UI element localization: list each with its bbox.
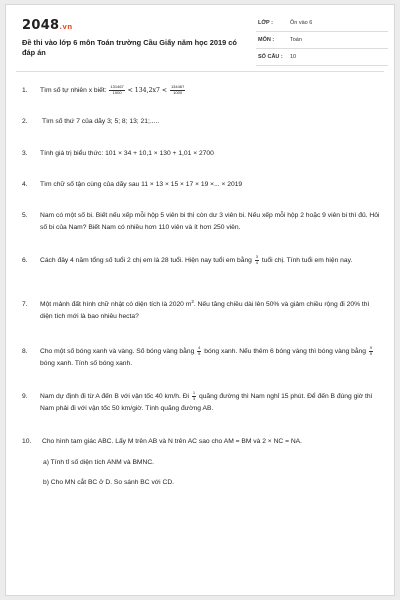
meta-label: SỐ CÂU : [258,54,283,60]
question-text: Cho hình tam giác ABC. Lấy M trên AB và N trên AC sao cho AM = BM và 2 × NC = NA. [42,438,302,445]
fraction [255,255,259,265]
fraction-numerator: 9 [369,345,373,351]
question-3 [22,148,382,160]
question-10-part-b: b) Cho MN cắt BC ở D. So sánh BC với CD. [43,479,175,486]
question-4 [22,179,382,191]
fraction [369,346,373,356]
question-text: Tìm chữ số tận cùng của dãy sau 11 × 13 × 15 × 17 × 19 ×... × 2019 [40,181,243,188]
meta-row-subject [256,34,388,49]
question-text: Nam có một số bi. Biết nếu xếp mỗi hộp 5 viên bi thì còn dư 3 viên bi. Nếu xếp mỗi hộp 2 hoặc 9 viên bi thì đủ. Hỏi số bi của Nam? Biết Nam có nhiều hơn 110 viên và ít hơn 250 viên. [40,212,380,231]
question-text-part: Nam dự định đi từ A đến B với vận tốc 40 km/h. Đi [40,393,190,400]
meta-row-class [256,17,388,32]
question-number: 9. [22,393,28,400]
question-7 [22,299,382,322]
question-5 [22,210,382,233]
question-10 [22,436,382,448]
fraction [192,391,196,401]
question-text [40,85,382,97]
question-number: 10. [22,438,32,445]
question-text [40,255,382,267]
fraction-numerator: 134467 [170,84,185,90]
fraction-denominator: 5 [369,350,373,356]
question-text: Tìm số thứ 7 của dãy 3; 5; 8; 13; 21;..... [42,118,160,125]
question-text-part: Cho một số bóng xanh và vàng. Số bóng vàng bằng [40,348,195,355]
question-text-part: quãng đường thì Nam nghỉ 15 phút. Để đến B đúng giờ thì Nam phải đi với vận tốc 50 km/giờ. Tính quãng đường AB. [40,393,373,412]
question-text-part: . Nếu tăng chiều dài lên 50% và giảm chiều rộng đi 20% thì diện tích mới là bao nhiêu hecta? [40,301,370,320]
fraction-numerator: 131467 [110,84,124,90]
question-text-part: Cách đây 4 năm tổng số tuổi 2 chị em là 28 tuổi. Hiện nay tuổi em bằng [40,257,252,264]
question-text [40,391,382,414]
meta-label: MÔN : [258,37,275,43]
question-number: 1. [22,87,28,94]
logo-tld: .vn [59,23,73,31]
document-header [6,5,394,69]
question-text-part: Tìm số tự nhiên x biết: [40,87,107,94]
document-page [5,4,395,596]
question-text-part: tuổi chị. Tính tuổi em hiện nay. [261,257,353,264]
meta-value: Toán [290,37,302,43]
meta-table [256,17,388,68]
question-number: 3. [22,150,28,157]
math-expression: < 134,2x7 < [127,87,168,94]
question-2 [22,116,382,128]
question-number: 6. [22,257,28,264]
question-text [40,299,382,322]
fraction-denominator: 1000 [112,89,122,95]
header-divider [16,71,384,72]
fraction-denominator: 5 [198,350,201,356]
fraction [197,346,201,356]
meta-row-count [256,51,388,66]
question-text-part: bóng xanh. Tính số bóng xanh. [40,359,133,367]
question-10-part-a: a) Tính tỉ số diện tích ANM và BMNC. [43,459,155,466]
question-number: 4. [22,181,28,188]
fraction-denominator: 4 [255,259,258,265]
logo-main: 2048 [22,18,60,33]
question-6 [22,255,382,267]
question-text-part: Một mảnh đất hình chữ nhật có diện tích là 2020 m [40,301,192,308]
fraction-denominator: 3 [192,395,196,401]
question-number: 2. [22,118,28,125]
meta-label: LỚP : [258,20,273,26]
question-9 [22,391,382,414]
fraction-numerator: 1 [192,390,196,396]
question-8 [22,346,382,369]
question-number: 8. [22,348,28,355]
meta-value: 10 [290,54,297,60]
site-logo[interactable] [22,18,73,33]
document-title: Đề thi vào lớp 6 môn Toán trường Cầu Giấy năm học 2019 có đáp án [22,38,237,57]
question-text: Tính giá trị biểu thức: 101 × 34 + 10,1 × 130 + 1,01 × 2700 [40,150,214,157]
question-1 [22,85,382,97]
fraction-numerator: 3 [255,254,258,260]
question-text [40,346,382,369]
question-number: 5. [22,212,28,219]
fraction [109,85,124,95]
fraction [170,85,185,95]
fraction-denominator: 1000 [173,89,183,95]
meta-value: Ôn vào 6 [290,20,313,26]
question-number: 7. [22,301,28,308]
question-text-part: bóng xanh. Nếu thêm 6 bóng vàng thì bóng vàng bằng [204,348,366,355]
superscript: 2 [191,298,194,304]
fraction-numerator: 4 [198,345,201,351]
